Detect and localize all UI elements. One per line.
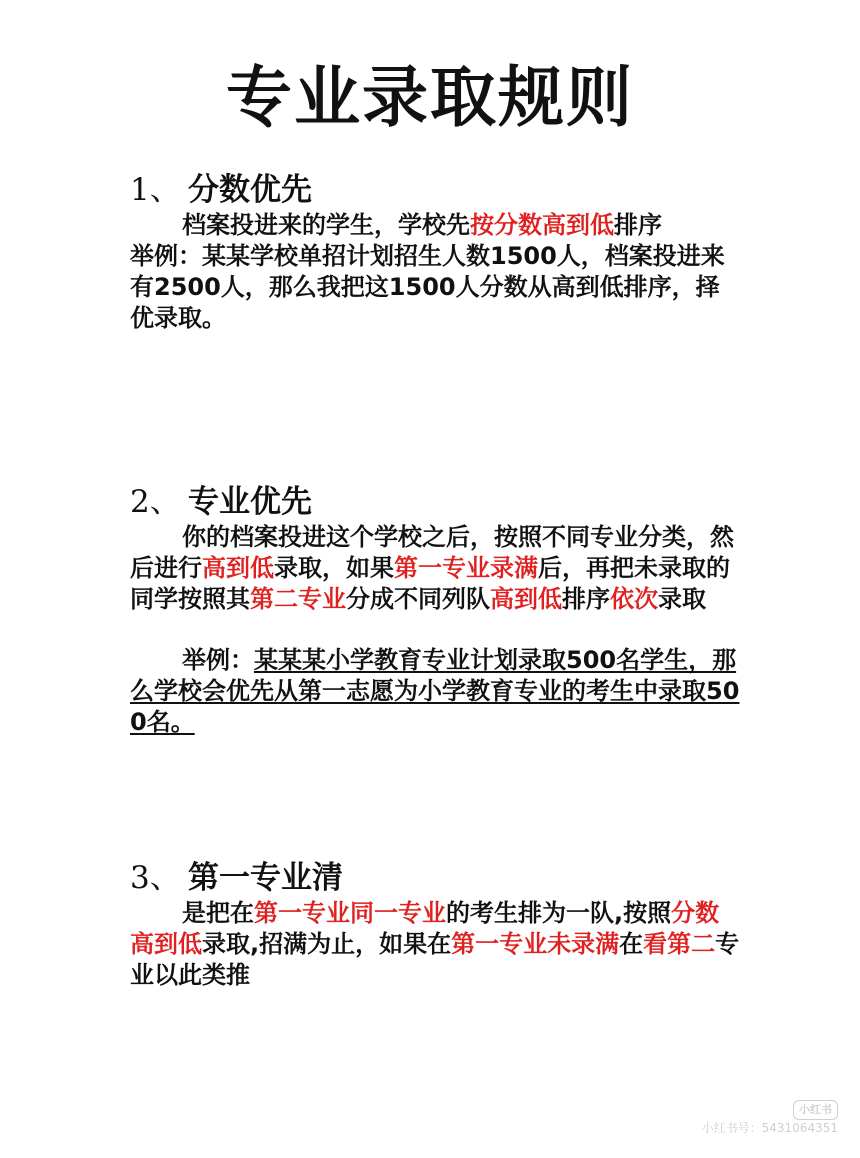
section-heading — [130, 170, 740, 210]
watermark — [702, 1100, 838, 1136]
section-heading-text: 第一专业清 — [188, 860, 343, 896]
highlight-text: 按分数高到低 — [470, 211, 614, 239]
section-heading — [130, 858, 740, 898]
text-run: 录取,招满为止，如果在 — [202, 930, 452, 958]
section-number: 3、 — [130, 860, 181, 896]
highlight-text: 依次 — [610, 585, 658, 613]
text-run: 档案投进来的学生，学校先 — [182, 211, 470, 239]
watermark-logo: 小红书 — [793, 1100, 838, 1120]
page-title: 专业录取规则 — [226, 59, 634, 136]
text-run: 的考生排为一队,按照 — [446, 899, 672, 927]
highlight-text: 高到低 — [202, 554, 274, 582]
highlight-text: 分数高到低 — [130, 899, 720, 958]
text-run: 排序 — [614, 211, 662, 239]
section-major-priority — [130, 482, 740, 738]
text-run: 专业以此类推 — [130, 930, 740, 989]
underlined-text: 某某某小学教育专业计划录取500名学生，那么学校会优先从第一志愿为小学教育专业的考生中录取500名。 — [130, 646, 740, 736]
example-label: 举例： — [182, 646, 254, 674]
section-paragraph — [130, 898, 740, 991]
section-first-major-clear — [130, 858, 740, 991]
text-run: 后，再把未录取的同学按照其 — [130, 554, 730, 613]
text-run: 你的档案投进这个学校之后，按照不同专业分类，然后进行 — [130, 523, 734, 582]
highlight-text: 第二专业 — [250, 585, 346, 613]
section-heading-text: 专业优先 — [188, 484, 312, 520]
example-paragraph: 举例：某某学校单招计划招生人数1500人，档案投进来有2500人，那么我把这1500人分数从高到低排序，择优录取。 — [130, 242, 725, 332]
text-run: 排序 — [562, 585, 610, 613]
highlight-text: 第一专业录满 — [394, 554, 538, 582]
section-number: 2、 — [130, 484, 181, 520]
text-run: 在 — [619, 930, 644, 958]
text-run: 录取，如果 — [274, 554, 394, 582]
section-score-priority — [130, 170, 740, 334]
example-paragraph — [130, 645, 740, 738]
section-paragraph — [130, 522, 740, 615]
section-heading — [130, 482, 740, 522]
text-run: 分成不同列队 — [346, 585, 490, 613]
watermark-text: 小红书号：5431064351 — [701, 1121, 838, 1135]
highlight-text: 第一专业同一专业 — [254, 899, 446, 927]
highlight-text: 看第二 — [643, 930, 716, 958]
highlight-text: 高到低 — [490, 585, 562, 613]
section-number: 1、 — [130, 172, 181, 208]
text-run: 录取 — [658, 585, 706, 613]
highlight-text: 第一专业未录满 — [451, 930, 620, 958]
text-run: 是把在 — [182, 899, 254, 927]
section-heading-text: 分数优先 — [188, 172, 312, 208]
section-paragraph — [130, 210, 740, 241]
